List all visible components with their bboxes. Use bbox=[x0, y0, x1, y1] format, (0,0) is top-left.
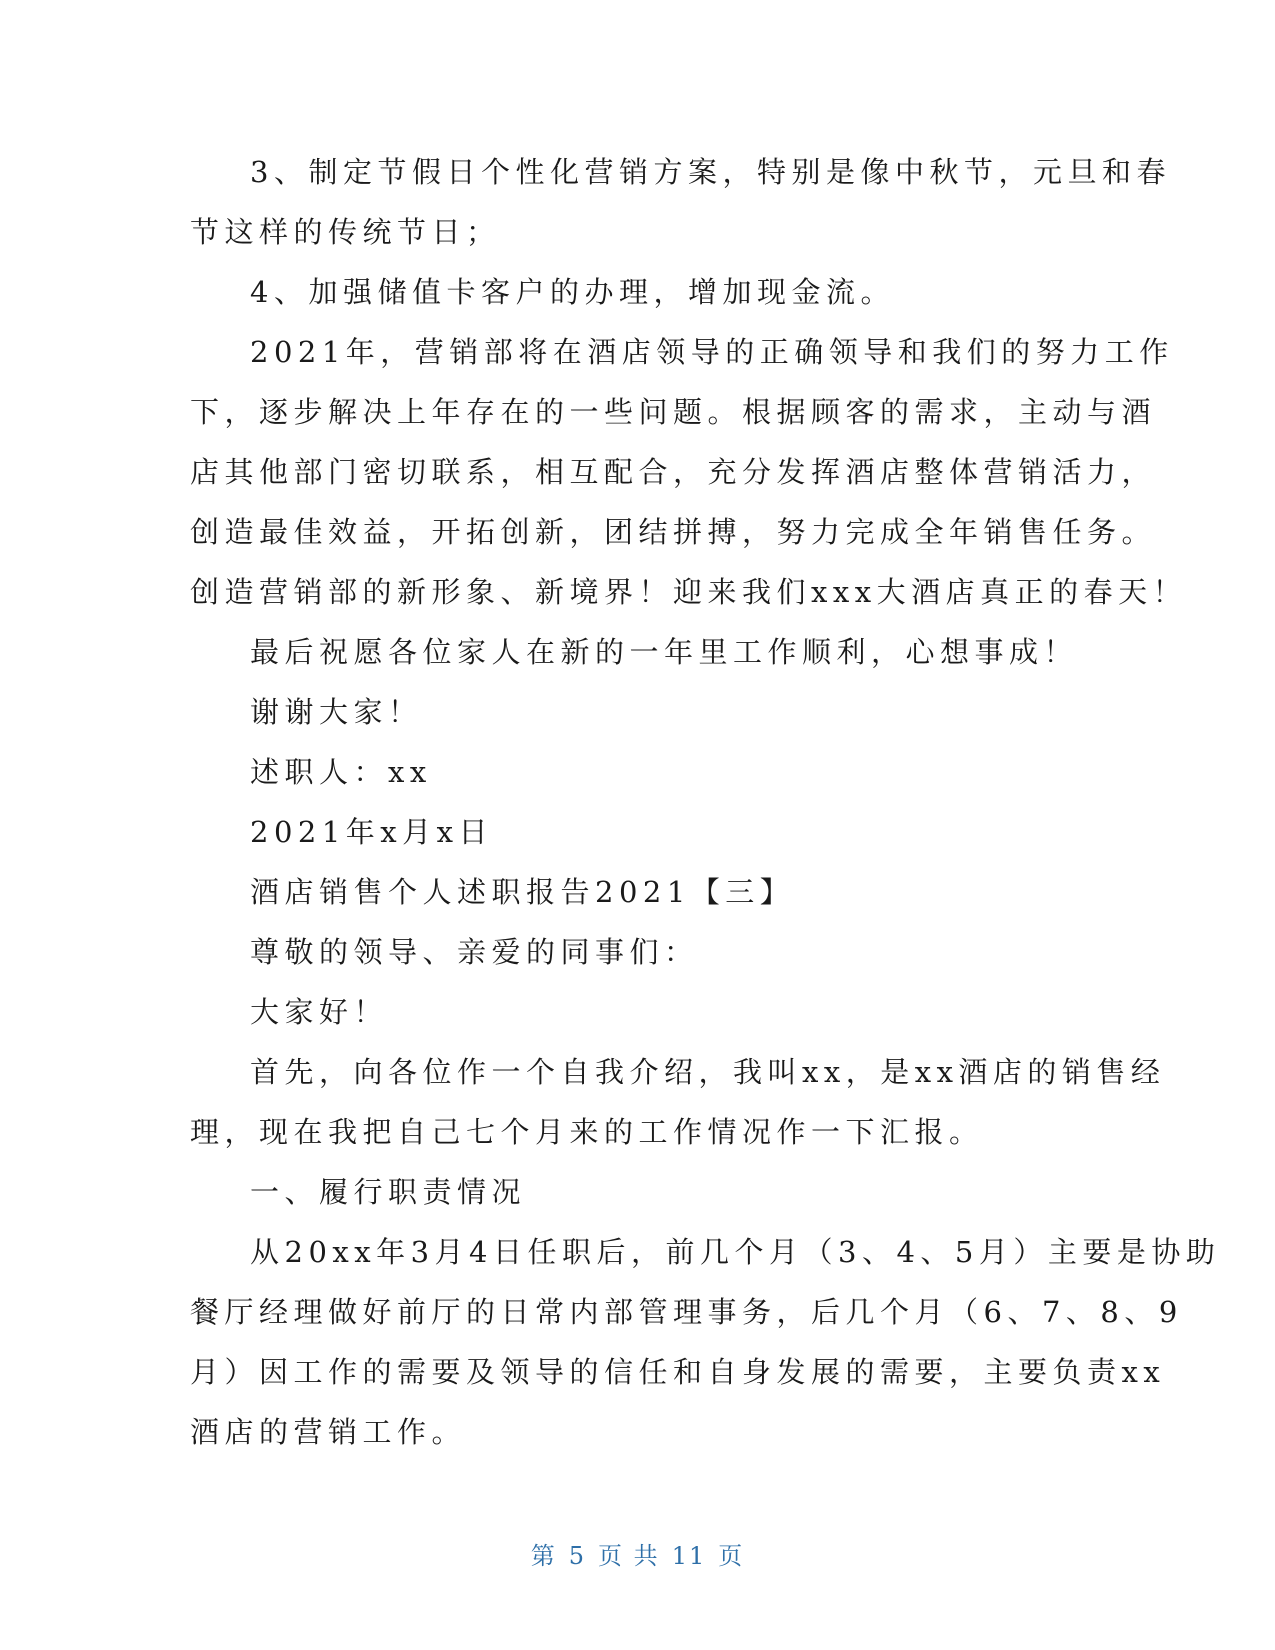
subsection-heading: 一、履行职责情况 bbox=[250, 1175, 527, 1209]
paragraph-line: 创造最佳效益，开拓创新，团结拼搏，努力完成全年销售任务。 bbox=[190, 515, 1157, 549]
paragraph-line: 2021年，营销部将在酒店领导的正确领导和我们的努力工作 bbox=[250, 335, 1174, 369]
date-line: 2021年x月x日 bbox=[250, 815, 494, 849]
paragraph-line: 3、制定节假日个性化营销方案，特别是像中秋节，元旦和春 bbox=[250, 155, 1171, 189]
paragraph-line: 月）因工作的需要及领导的信任和自身发展的需要，主要负责xx bbox=[190, 1355, 1166, 1389]
paragraph-line: 酒店的营销工作。 bbox=[190, 1415, 467, 1449]
paragraph-line: 理，现在我把自己七个月来的工作情况作一下汇报。 bbox=[190, 1115, 984, 1149]
paragraph-line: 首先，向各位作一个自我介绍，我叫xx，是xx酒店的销售经 bbox=[250, 1055, 1166, 1089]
paragraph-line: 店其他部门密切联系，相互配合，充分发挥酒店整体营销活力， bbox=[190, 455, 1157, 489]
paragraph-line: 节这样的传统节日； bbox=[190, 215, 501, 249]
footer-middle: 页 共 bbox=[598, 1542, 660, 1570]
paragraph-line: 创造营销部的新形象、新境界！迎来我们xxx大酒店真正的春天！ bbox=[190, 575, 1188, 609]
signature-line: 述职人：xx bbox=[250, 755, 432, 789]
page-number-footer bbox=[0, 1536, 1275, 1571]
section-title: 酒店销售个人述职报告2021【三】 bbox=[250, 875, 795, 909]
salutation-line: 尊敬的领导、亲爱的同事们： bbox=[250, 935, 699, 969]
greeting-line: 大家好！ bbox=[250, 995, 389, 1029]
total-page-count: 11 bbox=[671, 1542, 707, 1570]
paragraph-line: 谢谢大家！ bbox=[250, 695, 423, 729]
paragraph-line: 最后祝愿各位家人在新的一年里工作顺利，心想事成！ bbox=[250, 635, 1079, 669]
footer-prefix: 第 bbox=[530, 1542, 557, 1570]
footer-suffix: 页 bbox=[718, 1542, 745, 1570]
paragraph-line: 从20xx年3月4日任职后，前几个月（3、4、5月）主要是协助 bbox=[250, 1235, 1221, 1269]
paragraph-line: 餐厅经理做好前厅的日常内部管理事务，后几个月（6、7、8、9 bbox=[190, 1295, 1183, 1329]
paragraph-line: 下，逐步解决上年存在的一些问题。根据顾客的需求，主动与酒 bbox=[190, 395, 1157, 429]
document-body bbox=[190, 142, 1221, 1462]
paragraph-line: 4、加强储值卡客户的办理，增加现金流。 bbox=[250, 275, 895, 309]
current-page-number: 5 bbox=[568, 1542, 587, 1570]
